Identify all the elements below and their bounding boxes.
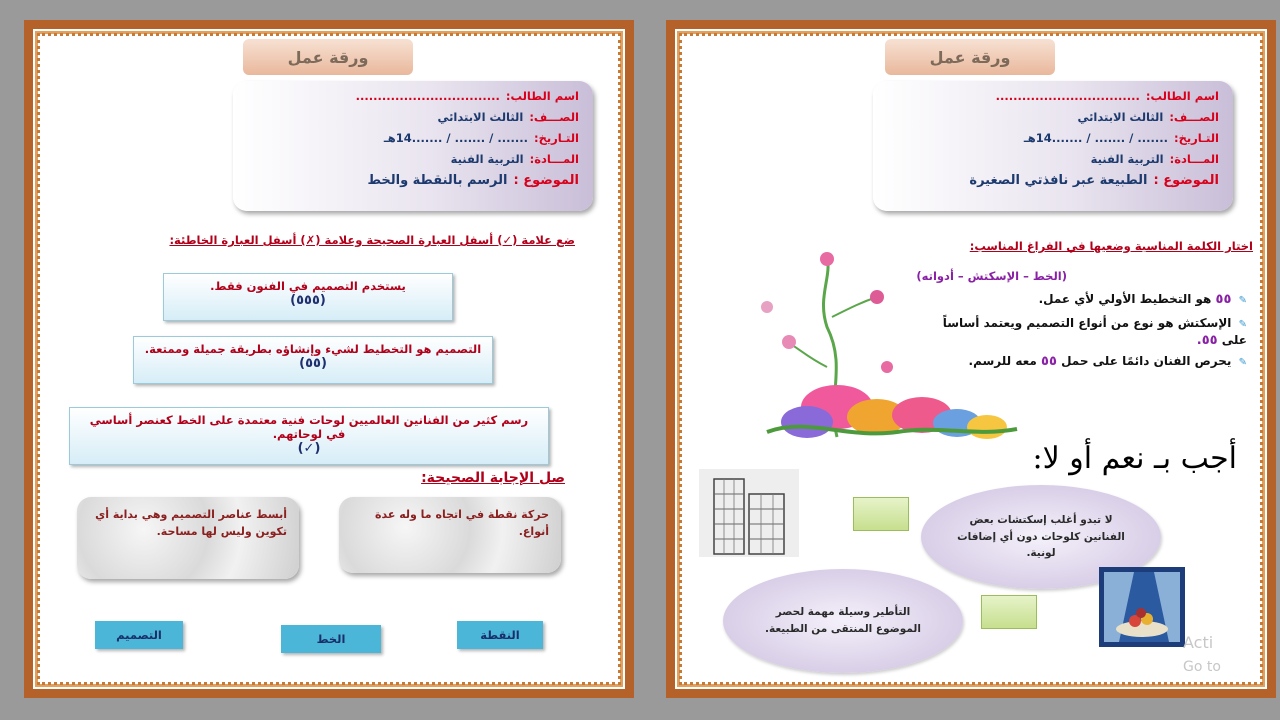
grade-row: الصـــف: الثالث الابتدائي (437, 110, 579, 124)
student-info-card (873, 81, 1233, 211)
worksheet-title: ورقة عمل (243, 39, 413, 75)
watermark-text: Acti (1183, 633, 1214, 652)
student-name-row: اسم الطالب: ................................. (995, 89, 1219, 103)
date-row: التـاريخ: ....... / ....... / .......14هـ (383, 131, 579, 145)
statement-cloud-2: التأطير وسيلة مهمة لحصر الموضوع المنتقى من الطبيعة. (723, 569, 963, 673)
fill-line-2: ✎ الإسكتش هو نوع من أنواع التصميم ويعتمد أساساً على ٥٥. (942, 316, 1247, 348)
topic-row: الموضوع : الطبيعة عبر نافذتي الصغيرة (969, 173, 1219, 188)
student-info-card (233, 81, 593, 211)
building-sketch-icon (699, 469, 799, 557)
watermark-text-2: Go to (1183, 659, 1221, 675)
answer-mark: (٥٥) (299, 356, 327, 371)
grade-row: الصـــف: الثالث الابتدائي (1077, 110, 1219, 124)
answer-box-2[interactable] (981, 595, 1037, 629)
tag-point[interactable]: النقطة (457, 621, 543, 649)
statement-cloud-1: لا تبدو أغلب إسكتشات بعض الفنانين كلوحات دون أي إضافات لونية. (921, 485, 1161, 589)
left-worksheet (24, 20, 634, 698)
answer-box-1[interactable] (853, 497, 909, 531)
statement-card-3: رسم كثير من الفنانين العالميين لوحات فنية معتمدة على الخط كعنصر أساسي في لوحاتهم. (✓) (69, 407, 549, 465)
yes-no-heading: أجب بـ نعم أو لا: (1032, 441, 1237, 476)
match-card-1: حركة نقطة في اتجاه ما وله عدة أنواع. (339, 497, 561, 573)
statement-card-1: يستخدم التصميم في الفنون فقط. (٥٥٥) (163, 273, 453, 321)
tag-design[interactable]: التصميم (95, 621, 183, 649)
subject-row: المـــادة: التربية الفنية (1090, 152, 1219, 166)
fill-line-1: ✎ ٥٥ هو التخطيط الأولي لأي عمل. (1038, 292, 1247, 307)
word-options: (الخط – الإسكتش – أدواته) (916, 269, 1067, 283)
match-card-2: أبسط عناصر التصميم وهي بداية أي تكوين وليس لها مساحة. (77, 497, 299, 579)
right-worksheet (666, 20, 1276, 698)
topic-row: الموضوع : الرسم بالنقطة والخط (367, 173, 579, 188)
fill-blank-heading: اختار الكلمة المناسبة وضعيها في الفراغ المناسب: (969, 239, 1253, 253)
answer-mark: (٥٥٥) (290, 293, 326, 308)
student-name-row: اسم الطالب: ................................. (355, 89, 579, 103)
tag-line[interactable]: الخط (281, 625, 381, 653)
still-life-painting-icon (1099, 567, 1185, 647)
worksheet-title: ورقة عمل (885, 39, 1055, 75)
answer-mark: (✓) (297, 441, 321, 456)
matching-heading: صل الإجابة الصحيحة: (421, 470, 565, 486)
statement-card-2: التصميم هو التخطيط لشيء وإنشاؤه بطريقة جميلة وممتعة. (٥٥) (133, 336, 493, 384)
true-false-heading: ضع علامة (✓) أسفل العبارة الصحيحة وعلامة (✗) أسفل العبارة الخاطئة: (169, 233, 575, 247)
date-row: التـاريخ: ....... / ....... / .......14هـ (1023, 131, 1219, 145)
subject-row: المـــادة: التربية الفنية (450, 152, 579, 166)
pen-icon: ✎ (1238, 357, 1247, 368)
pen-icon: ✎ (1238, 295, 1247, 306)
pen-icon: ✎ (1238, 319, 1247, 330)
fill-line-3: ✎ يحرص الفنان دائمًا على حمل ٥٥ معه للرسم. (968, 354, 1247, 369)
